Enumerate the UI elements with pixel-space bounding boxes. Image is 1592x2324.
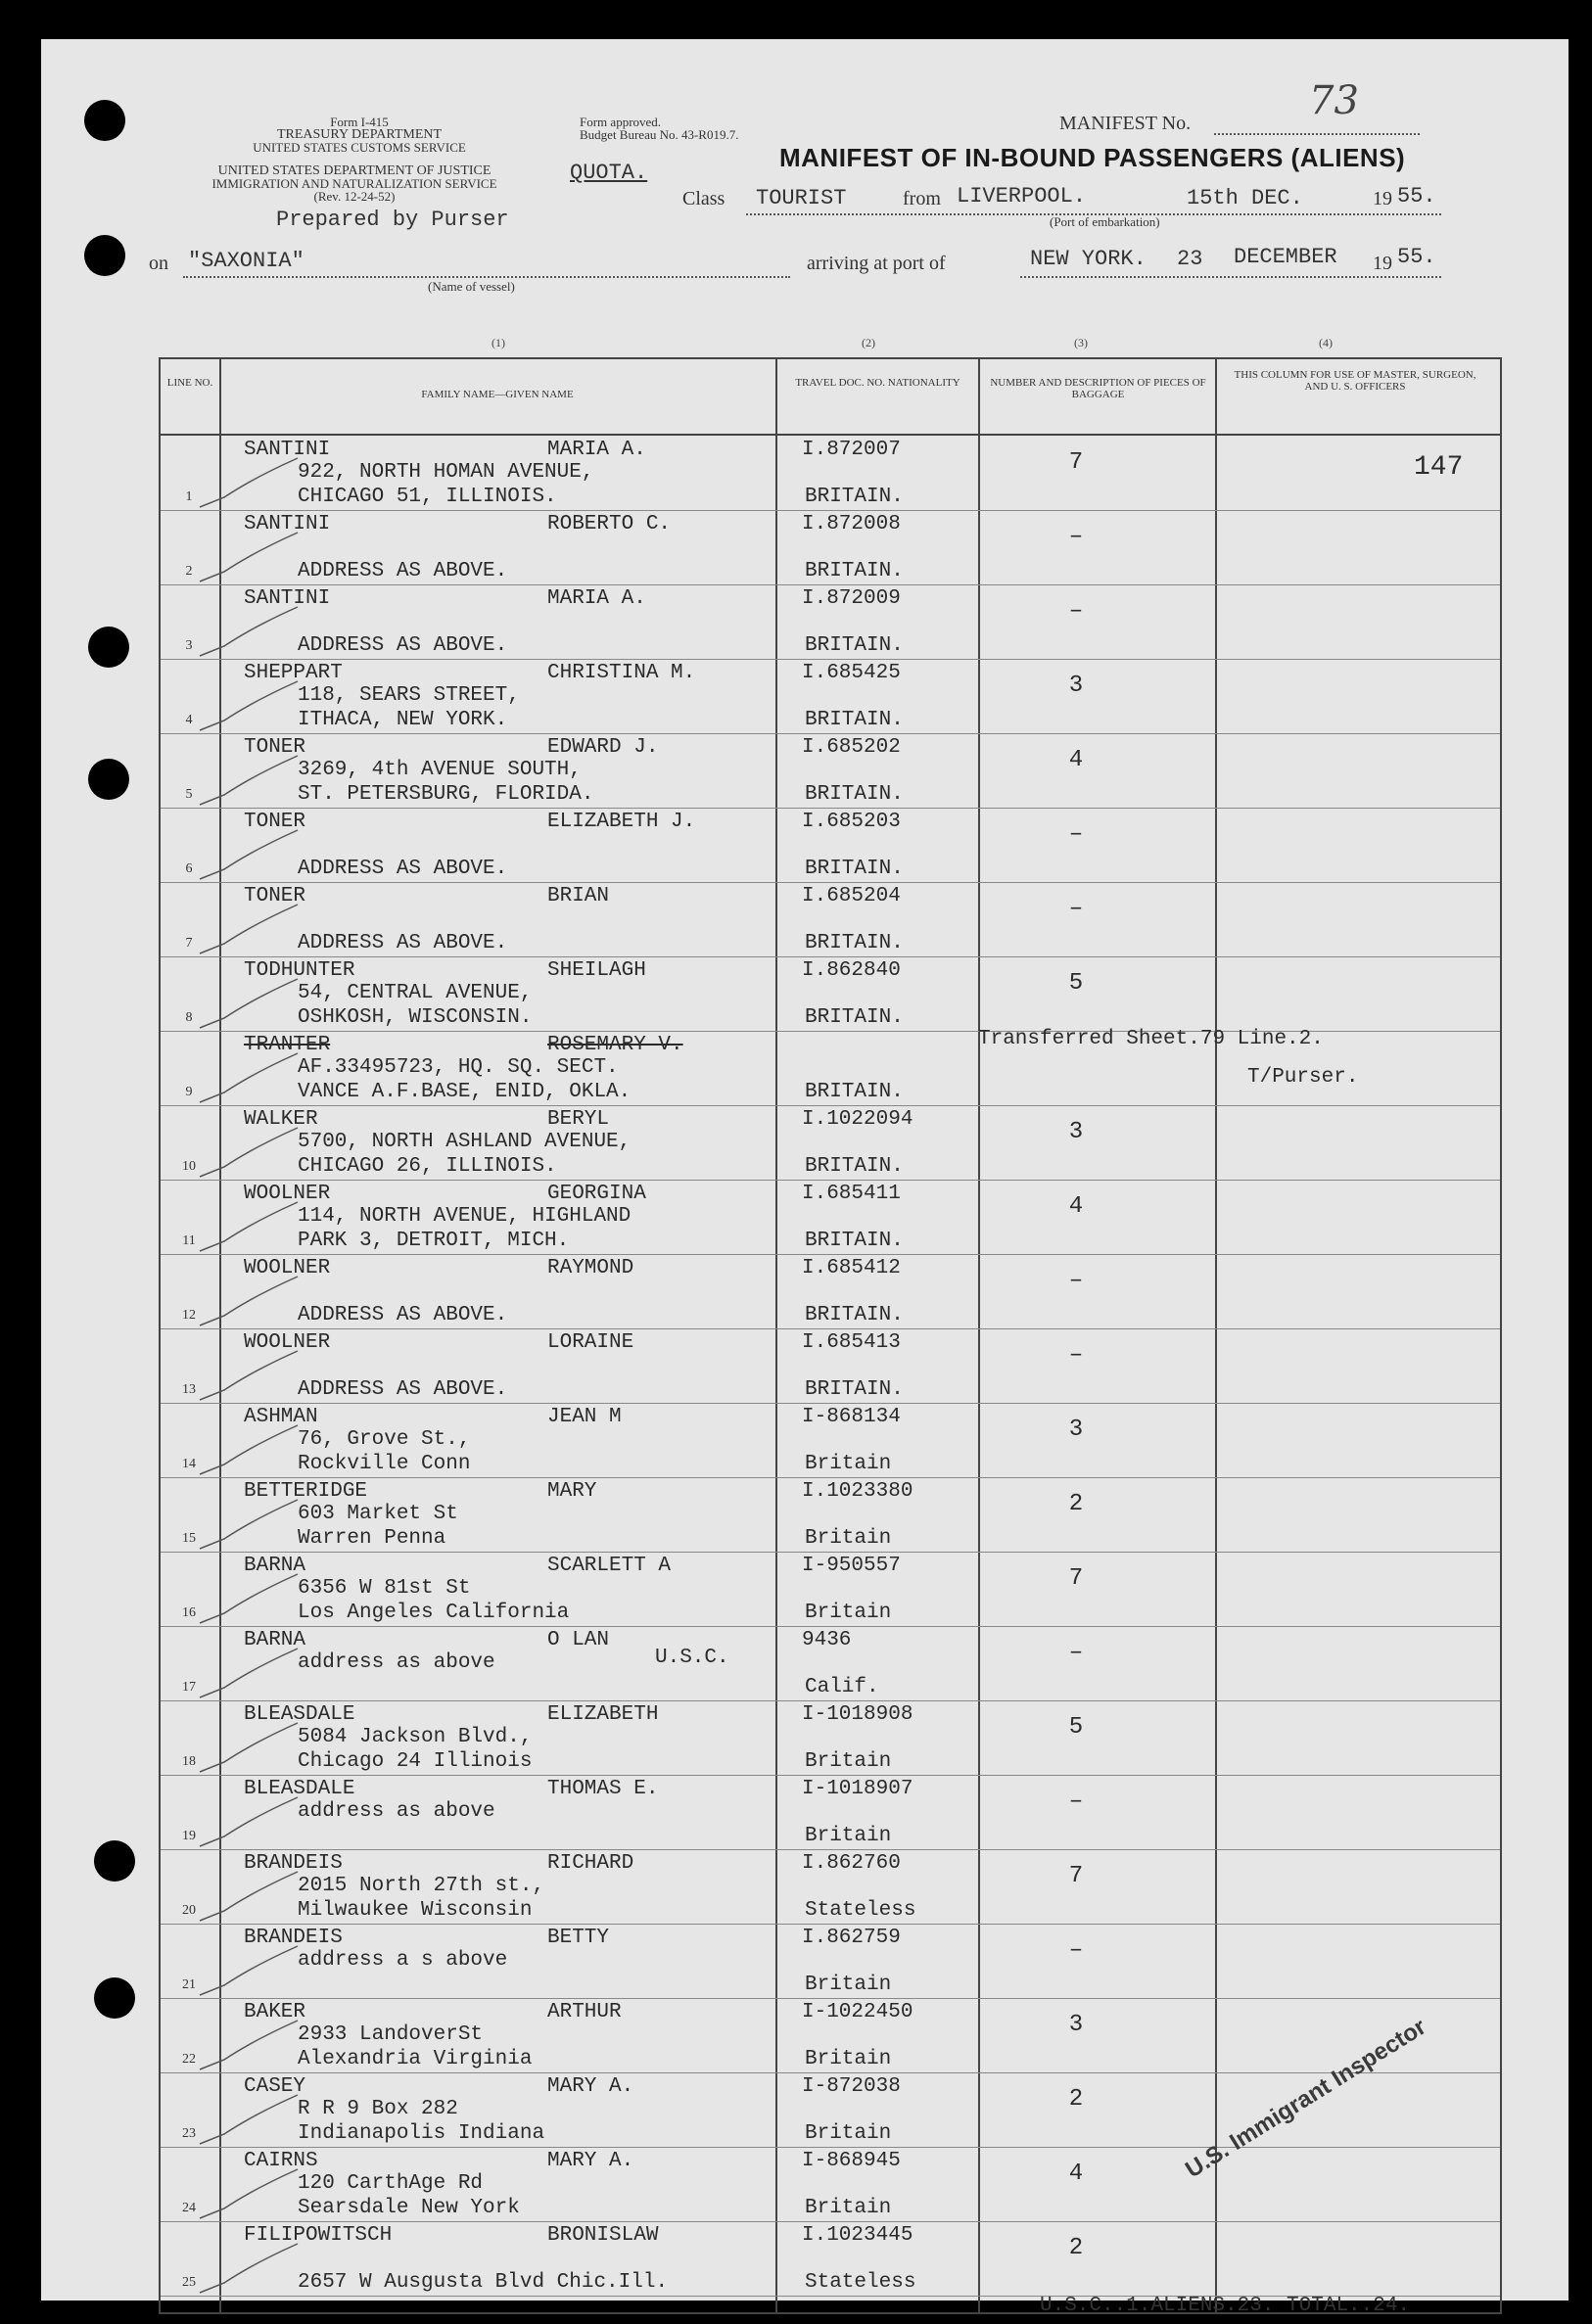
check-mark-icon [195, 900, 303, 958]
ins-label: IMMIGRATION AND NATURALIZATION SERVICE [211, 176, 497, 191]
check-mark-icon [195, 453, 303, 512]
address-line-1: 54, CENTRAL AVENUE, [298, 982, 533, 1004]
travel-doc-number: I-1018907 [802, 1778, 913, 1800]
address-line-1: 120 CarthAge Rd [298, 2172, 484, 2195]
address-line-1: address a s above [298, 1949, 508, 1972]
address-line-2: Rockville Conn [298, 1453, 471, 1475]
line-number: 4 [185, 713, 193, 727]
address-line-1: 6356 W 81st St [298, 1577, 471, 1600]
address-line-2: ADDRESS AS ABOVE. [298, 858, 508, 880]
baggage-count: 7 [1068, 1565, 1084, 1592]
line-number: 2 [185, 564, 193, 579]
check-mark-icon [195, 825, 303, 884]
address-line-1: 5084 Jackson Blvd., [298, 1726, 533, 1748]
arrival-month: DECEMBER [1234, 245, 1337, 269]
nationality: Britain [805, 1974, 892, 1996]
nationality: BRITAIN. [805, 932, 904, 954]
address-line-1: 3269, 4th AVENUE SOUTH, [298, 759, 582, 781]
address-line-2: PARK 3, DETROIT, MICH. [298, 1230, 570, 1252]
table-row [161, 1105, 1500, 1180]
nationality: BRITAIN. [805, 783, 904, 806]
check-mark-icon [195, 1420, 303, 1479]
nationality: Britain [805, 1453, 892, 1475]
table-row [161, 1028, 1500, 1105]
line-number: 13 [182, 1382, 196, 1397]
table-row [161, 1552, 1500, 1626]
punch-hole [94, 1840, 135, 1882]
baggage-count: 3 [1068, 673, 1084, 699]
rev-label: (Rev. 12-24-52) [313, 189, 396, 204]
travel-doc-number: 9436 [802, 1629, 852, 1651]
baggage-count: 4 [1068, 747, 1084, 773]
travel-doc-number: I.685204 [802, 885, 901, 907]
given-name: LORAINE [547, 1331, 634, 1354]
given-name: SHEILAGH [547, 959, 646, 982]
from-label: from [903, 188, 941, 209]
given-name: RAYMOND [547, 1257, 634, 1279]
vessel-caption: (Name of vessel) [428, 279, 515, 294]
address-line-2: CHICAGO 26, ILLINOIS. [298, 1155, 557, 1178]
form-approved: Form approved. [580, 115, 662, 129]
given-name: MARY A. [547, 2075, 634, 2098]
approval-block [580, 116, 738, 141]
travel-doc-number: I.1023445 [802, 2224, 913, 2247]
treasury-dept: TREASURY DEPARTMENT [276, 127, 443, 142]
address-line-2: VANCE A.F.BASE, ENID, OKLA. [298, 1081, 632, 1103]
totals-footer: U.S.C..1.ALIENS.23. TOTAL..24. [1040, 2295, 1411, 2317]
travel-doc-number: I-868134 [802, 1406, 901, 1428]
arrival-day: 23 [1177, 247, 1203, 271]
family-name: CAIRNS [244, 2150, 318, 2172]
arrival-year: 55. [1397, 245, 1436, 269]
given-name: ELIZABETH [547, 1703, 659, 1726]
family-name: FILIPOWITSCH [244, 2224, 393, 2247]
prepared-by: Prepared by Purser [276, 208, 509, 232]
line-number: 7 [185, 936, 193, 951]
table-row [161, 808, 1500, 882]
address-line-2: ADDRESS AS ABOVE. [298, 932, 508, 954]
family-name: WOOLNER [244, 1183, 331, 1205]
family-name: BARNA [244, 1629, 306, 1651]
address-line-1: 2015 North 27th st., [298, 1875, 545, 1897]
address-line-2: Searsdale New York [298, 2197, 520, 2219]
line-number: 14 [182, 1457, 196, 1471]
class-value: TOURIST [756, 186, 847, 210]
address-line-1: 114, NORTH AVENUE, HIGHLAND [298, 1205, 632, 1228]
family-name: WALKER [244, 1108, 318, 1131]
line-number: 15 [182, 1531, 196, 1546]
travel-doc-number: I.685203 [802, 811, 901, 833]
departure-date: 15th DEC. [1187, 186, 1303, 210]
nationality: BRITAIN. [805, 1378, 904, 1401]
line-number: 22 [182, 2052, 196, 2067]
check-mark-icon [195, 1718, 303, 1777]
baggage-count: – [1068, 896, 1084, 922]
on-label: on [149, 253, 168, 274]
baggage-count: – [1068, 598, 1084, 625]
passenger-table [159, 357, 1502, 2314]
family-name: TODHUNTER [244, 959, 355, 982]
address-line-2: ST. PETERSBURG, FLORIDA. [298, 783, 594, 806]
given-name: BRONISLAW [547, 2224, 659, 2247]
nationality: BRITAIN. [805, 486, 904, 508]
col-header-baggage: NUMBER AND DESCRIPTION OF PIECES OF BAGGAGE [990, 377, 1206, 400]
table-row [161, 956, 1500, 1031]
check-mark-icon [195, 602, 303, 661]
baggage-count: 5 [1068, 970, 1084, 997]
address-line-1: address as above [298, 1800, 495, 1823]
family-name: BRANDEIS [244, 1852, 343, 1875]
travel-doc-number: I.1022094 [802, 1108, 913, 1131]
given-name: BERYL [547, 1108, 610, 1131]
travel-doc-number: I.862759 [802, 1927, 901, 1949]
travel-doc-number: I-950557 [802, 1555, 901, 1577]
line-number: 12 [182, 1308, 196, 1323]
travel-doc-number: I.685411 [802, 1183, 901, 1205]
arrival-year-prefix: 19 [1373, 253, 1392, 274]
given-name: MARY [547, 1480, 597, 1503]
line-number: 23 [182, 2126, 196, 2141]
given-name: GEORGINA [547, 1183, 646, 1205]
table-row [161, 510, 1500, 584]
nationality: Britain [805, 2048, 892, 2070]
given-name: ROSEMARY V. [547, 1034, 683, 1056]
nationality: Stateless [805, 1899, 916, 1922]
line-number: 9 [185, 1085, 193, 1099]
col-header-line-no: LINE NO. [166, 377, 213, 389]
address-line-2: Los Angeles California [298, 1602, 570, 1624]
family-name: SANTINI [244, 587, 331, 610]
table-row [161, 584, 1500, 659]
transfer-note: Transferred Sheet.79 Line.2. [978, 1028, 1324, 1050]
family-name: SANTINI [244, 513, 331, 535]
check-mark-icon [195, 1792, 303, 1851]
year-prefix: 19 [1373, 188, 1392, 209]
table-row [161, 1626, 1500, 1700]
given-name: ARTHUR [547, 2001, 622, 2023]
class-label: Class [682, 188, 726, 209]
line-number: 3 [185, 638, 193, 653]
given-name: BRIAN [547, 885, 610, 907]
nationality: BRITAIN. [805, 858, 904, 880]
table-row [161, 1700, 1500, 1775]
nationality: BRITAIN. [805, 634, 904, 657]
table-row [161, 1477, 1500, 1552]
address-line-2: Milwaukee Wisconsin [298, 1899, 533, 1922]
table-row [161, 1924, 1500, 1998]
address-line-1: 76, Grove St., [298, 1428, 471, 1451]
address-line-1: 603 Market St [298, 1503, 458, 1525]
nationality: BRITAIN. [805, 1230, 904, 1252]
table-row [161, 1775, 1500, 1849]
punch-hole [88, 759, 129, 800]
family-name: BLEASDALE [244, 1703, 355, 1726]
nationality: Britain [805, 1527, 892, 1550]
given-name: O LAN [547, 1629, 610, 1651]
family-name: TONER [244, 885, 306, 907]
baggage-count: – [1068, 524, 1084, 550]
nationality: Stateless [805, 2271, 916, 2294]
baggage-count: 5 [1068, 1714, 1084, 1741]
baggage-count: 7 [1068, 1863, 1084, 1889]
family-name: CASEY [244, 2075, 306, 2098]
address-line-2: Chicago 24 Illinois [298, 1750, 533, 1773]
given-name: THOMAS E. [547, 1778, 659, 1800]
punch-hole [84, 100, 125, 141]
travel-doc-number: I.1023380 [802, 1480, 913, 1503]
travel-doc-number: I.862760 [802, 1852, 901, 1875]
baggage-count: – [1068, 1789, 1084, 1815]
baggage-count: – [1068, 1640, 1084, 1666]
check-mark-icon [195, 2016, 303, 2074]
given-name: ELIZABETH J. [547, 811, 696, 833]
given-name: ROBERTO C. [547, 513, 672, 535]
travel-doc-number: I-1018908 [802, 1703, 913, 1726]
family-name: WOOLNER [244, 1331, 331, 1354]
nationality: Britain [805, 1825, 892, 1847]
check-mark-icon [195, 1495, 303, 1554]
quota-label: QUOTA. [570, 161, 648, 185]
column-number-2: (2) [862, 336, 875, 349]
budget-bureau: Budget Bureau No. 43-R019.7. [580, 127, 739, 142]
line-number: 16 [182, 1605, 196, 1620]
address-line-1: 5700, NORTH ASHLAND AVENUE, [298, 1131, 632, 1153]
inspector-stamp: U.S. Immigrant Inspector [1181, 2013, 1431, 2184]
check-mark-icon [195, 2164, 303, 2223]
travel-doc-number: I.872008 [802, 513, 901, 535]
given-name: MARIA A. [547, 587, 646, 610]
line-number: 8 [185, 1010, 193, 1025]
baggage-count: 4 [1068, 1193, 1084, 1220]
check-mark-icon [195, 676, 303, 735]
family-name: BLEASDALE [244, 1778, 355, 1800]
column-number-1: (1) [492, 336, 505, 349]
officer-note: 147 [1414, 452, 1464, 483]
family-name: ASHMAN [244, 1406, 318, 1428]
vessel-line [183, 276, 790, 278]
address-line-2: ADDRESS AS ABOVE. [298, 1378, 508, 1401]
baggage-count: 2 [1068, 2235, 1084, 2261]
family-name: BRANDEIS [244, 1927, 343, 1949]
given-name: RICHARD [547, 1852, 634, 1875]
check-mark-icon [195, 1867, 303, 1926]
nationality: BRITAIN. [805, 1155, 904, 1178]
check-mark-icon [195, 1123, 303, 1182]
arrival-port: NEW YORK. [1030, 247, 1147, 271]
check-mark-icon [195, 1197, 303, 1256]
table-row [161, 733, 1500, 808]
line-number: 18 [182, 1754, 196, 1769]
check-mark-icon [195, 751, 303, 810]
baggage-count: 4 [1068, 2161, 1084, 2187]
given-name: CHRISTINA M. [547, 662, 696, 684]
vessel-name: "SAXONIA" [188, 249, 304, 273]
punch-hole [84, 235, 125, 276]
table-row [161, 1328, 1500, 1403]
baggage-count: 3 [1068, 1417, 1084, 1443]
line-number: 1 [185, 489, 193, 504]
manifest-page [41, 39, 1569, 2317]
given-name: MARY A. [547, 2150, 634, 2172]
table-row [161, 1849, 1500, 1924]
table-row [161, 1403, 1500, 1477]
usc-mark: U.S.C. [655, 1647, 729, 1669]
line-number: 19 [182, 1829, 196, 1843]
manifest-no-label: MANIFEST No. [1059, 113, 1192, 134]
given-name: SCARLETT A [547, 1555, 672, 1577]
table-row [161, 1180, 1500, 1254]
travel-doc-number: I-868945 [802, 2150, 901, 2172]
baggage-count: 7 [1068, 449, 1084, 476]
page-title: MANIFEST OF IN-BOUND PASSENGERS (ALIENS) [779, 143, 1406, 172]
nationality: BRITAIN. [805, 560, 904, 582]
given-name: EDWARD J. [547, 736, 659, 759]
address-line-1: R R 9 Box 282 [298, 2098, 458, 2120]
check-mark-icon [195, 974, 303, 1033]
baggage-count: – [1068, 1342, 1084, 1369]
line-number: 24 [182, 2201, 196, 2215]
nationality: BRITAIN. [805, 709, 904, 731]
manifest-no-line [1214, 133, 1420, 135]
nationality: Calif. [805, 1676, 879, 1698]
address-line-2: Warren Penna [298, 1527, 446, 1550]
family-name: BAKER [244, 2001, 306, 2023]
punch-hole [88, 627, 129, 668]
family-name: TONER [244, 736, 306, 759]
table-row [161, 2221, 1500, 2296]
punch-hole [94, 1977, 135, 2019]
table-row [161, 882, 1500, 956]
nationality: Britain [805, 1750, 892, 1773]
given-name: MARIA A. [547, 439, 646, 461]
address-line-2: CHICAGO 51, ILLINOIS. [298, 486, 557, 508]
baggage-count: – [1068, 1937, 1084, 1964]
nationality: Britain [805, 2197, 892, 2219]
family-name: BETTERIDGE [244, 1480, 368, 1503]
check-mark-icon [195, 528, 303, 586]
family-name: SHEPPART [244, 662, 343, 684]
table-row [161, 1254, 1500, 1328]
col-header-travel-doc: TRAVEL DOC. NO. NATIONALITY [795, 377, 960, 389]
line-number: 17 [182, 1680, 196, 1695]
address-line-1: 2933 LandoverSt [298, 2023, 484, 2046]
address-line-2: Alexandria Virginia [298, 2048, 533, 2070]
arriving-label: arriving at port of [807, 253, 946, 274]
doj-block [149, 164, 560, 203]
baggage-count: – [1068, 821, 1084, 848]
address-line-2: ADDRESS AS ABOVE. [298, 560, 508, 582]
col-header-officers: THIS COLUMN FOR USE OF MASTER, SURGEON, AND U. S. OFFICERS [1234, 369, 1476, 393]
check-mark-icon [195, 1346, 303, 1405]
baggage-count: 2 [1068, 1491, 1084, 1517]
column-number-4: (4) [1319, 336, 1333, 349]
travel-doc-number: I.685413 [802, 1331, 901, 1354]
nationality: BRITAIN. [805, 1304, 904, 1326]
table-row [161, 2147, 1500, 2221]
table-row [161, 436, 1500, 510]
check-mark-icon [195, 1272, 303, 1330]
nationality: Britain [805, 1602, 892, 1624]
baggage-count: 2 [1068, 2086, 1084, 2113]
customs-service: UNITED STATES CUSTOMS SERVICE [253, 140, 466, 155]
check-mark-icon [195, 1941, 303, 2000]
travel-doc-number: I.872007 [802, 439, 901, 461]
line-number: 5 [185, 787, 193, 802]
line-number: 21 [182, 1977, 196, 1992]
line-number: 20 [182, 1903, 196, 1918]
nationality: BRITAIN. [805, 1081, 904, 1103]
family-name: SANTINI [244, 439, 331, 461]
nationality: Britain [805, 2122, 892, 2145]
travel-doc-number: I.685202 [802, 736, 901, 759]
address-line-2: 2657 W Ausgusta Blvd Chic.Ill. [298, 2271, 669, 2294]
column-number-3: (3) [1074, 336, 1088, 349]
baggage-count: 3 [1068, 2012, 1084, 2038]
address-line-1: 922, NORTH HOMAN AVENUE, [298, 461, 594, 484]
arrival-line [1020, 276, 1441, 278]
address-line-1: address as above [298, 1651, 495, 1674]
year-value: 55. [1397, 184, 1436, 209]
travel-doc-number: I.685412 [802, 1257, 901, 1279]
line-number: 10 [182, 1159, 196, 1174]
given-name: BETTY [547, 1927, 610, 1949]
form-agency-block [237, 116, 482, 154]
doj-label: UNITED STATES DEPARTMENT OF JUSTICE [217, 163, 492, 178]
col-header-name: FAMILY NAME—GIVEN NAME [421, 389, 574, 400]
line-number: 6 [185, 861, 193, 876]
travel-doc-number: I.872009 [802, 587, 901, 610]
address-line-2: ADDRESS AS ABOVE. [298, 1304, 508, 1326]
baggage-count: – [1068, 1268, 1084, 1294]
travel-doc-number: I-1022450 [802, 2001, 913, 2023]
address-line-2: ITHACA, NEW YORK. [298, 709, 508, 731]
table-row [161, 659, 1500, 733]
family-name: TRANTER [244, 1034, 331, 1056]
transfer-note-signature: T/Purser. [1247, 1066, 1359, 1089]
table-row [161, 1998, 1500, 2072]
address-line-2: ADDRESS AS ABOVE. [298, 634, 508, 657]
port-embarkation-caption: (Port of embarkation) [1050, 214, 1160, 229]
check-mark-icon [195, 2239, 303, 2298]
travel-doc-number: I-872038 [802, 2075, 901, 2098]
line-number: 25 [182, 2275, 196, 2290]
family-name: BARNA [244, 1555, 306, 1577]
nationality: BRITAIN. [805, 1006, 904, 1029]
address-line-1: 118, SEARS STREET, [298, 684, 520, 707]
check-mark-icon [195, 2090, 303, 2149]
family-name: TONER [244, 811, 306, 833]
manifest-number: 73 [1309, 78, 1359, 123]
address-line-2: OSHKOSH, WISCONSIN. [298, 1006, 533, 1029]
check-mark-icon [195, 1569, 303, 1628]
check-mark-icon [195, 1644, 303, 1702]
given-name: JEAN M [547, 1406, 622, 1428]
address-line-2: Indianapolis Indiana [298, 2122, 545, 2145]
form-id: Form I-415 [330, 115, 389, 129]
address-line-1: AF.33495723, HQ. SQ. SECT. [298, 1056, 619, 1079]
travel-doc-number: I.862840 [802, 959, 901, 982]
check-mark-icon [195, 1048, 303, 1107]
from-value: LIVERPOOL. [957, 184, 1087, 209]
baggage-count: 3 [1068, 1119, 1084, 1145]
family-name: WOOLNER [244, 1257, 331, 1279]
travel-doc-number: I.685425 [802, 662, 901, 684]
line-number: 11 [182, 1233, 196, 1248]
